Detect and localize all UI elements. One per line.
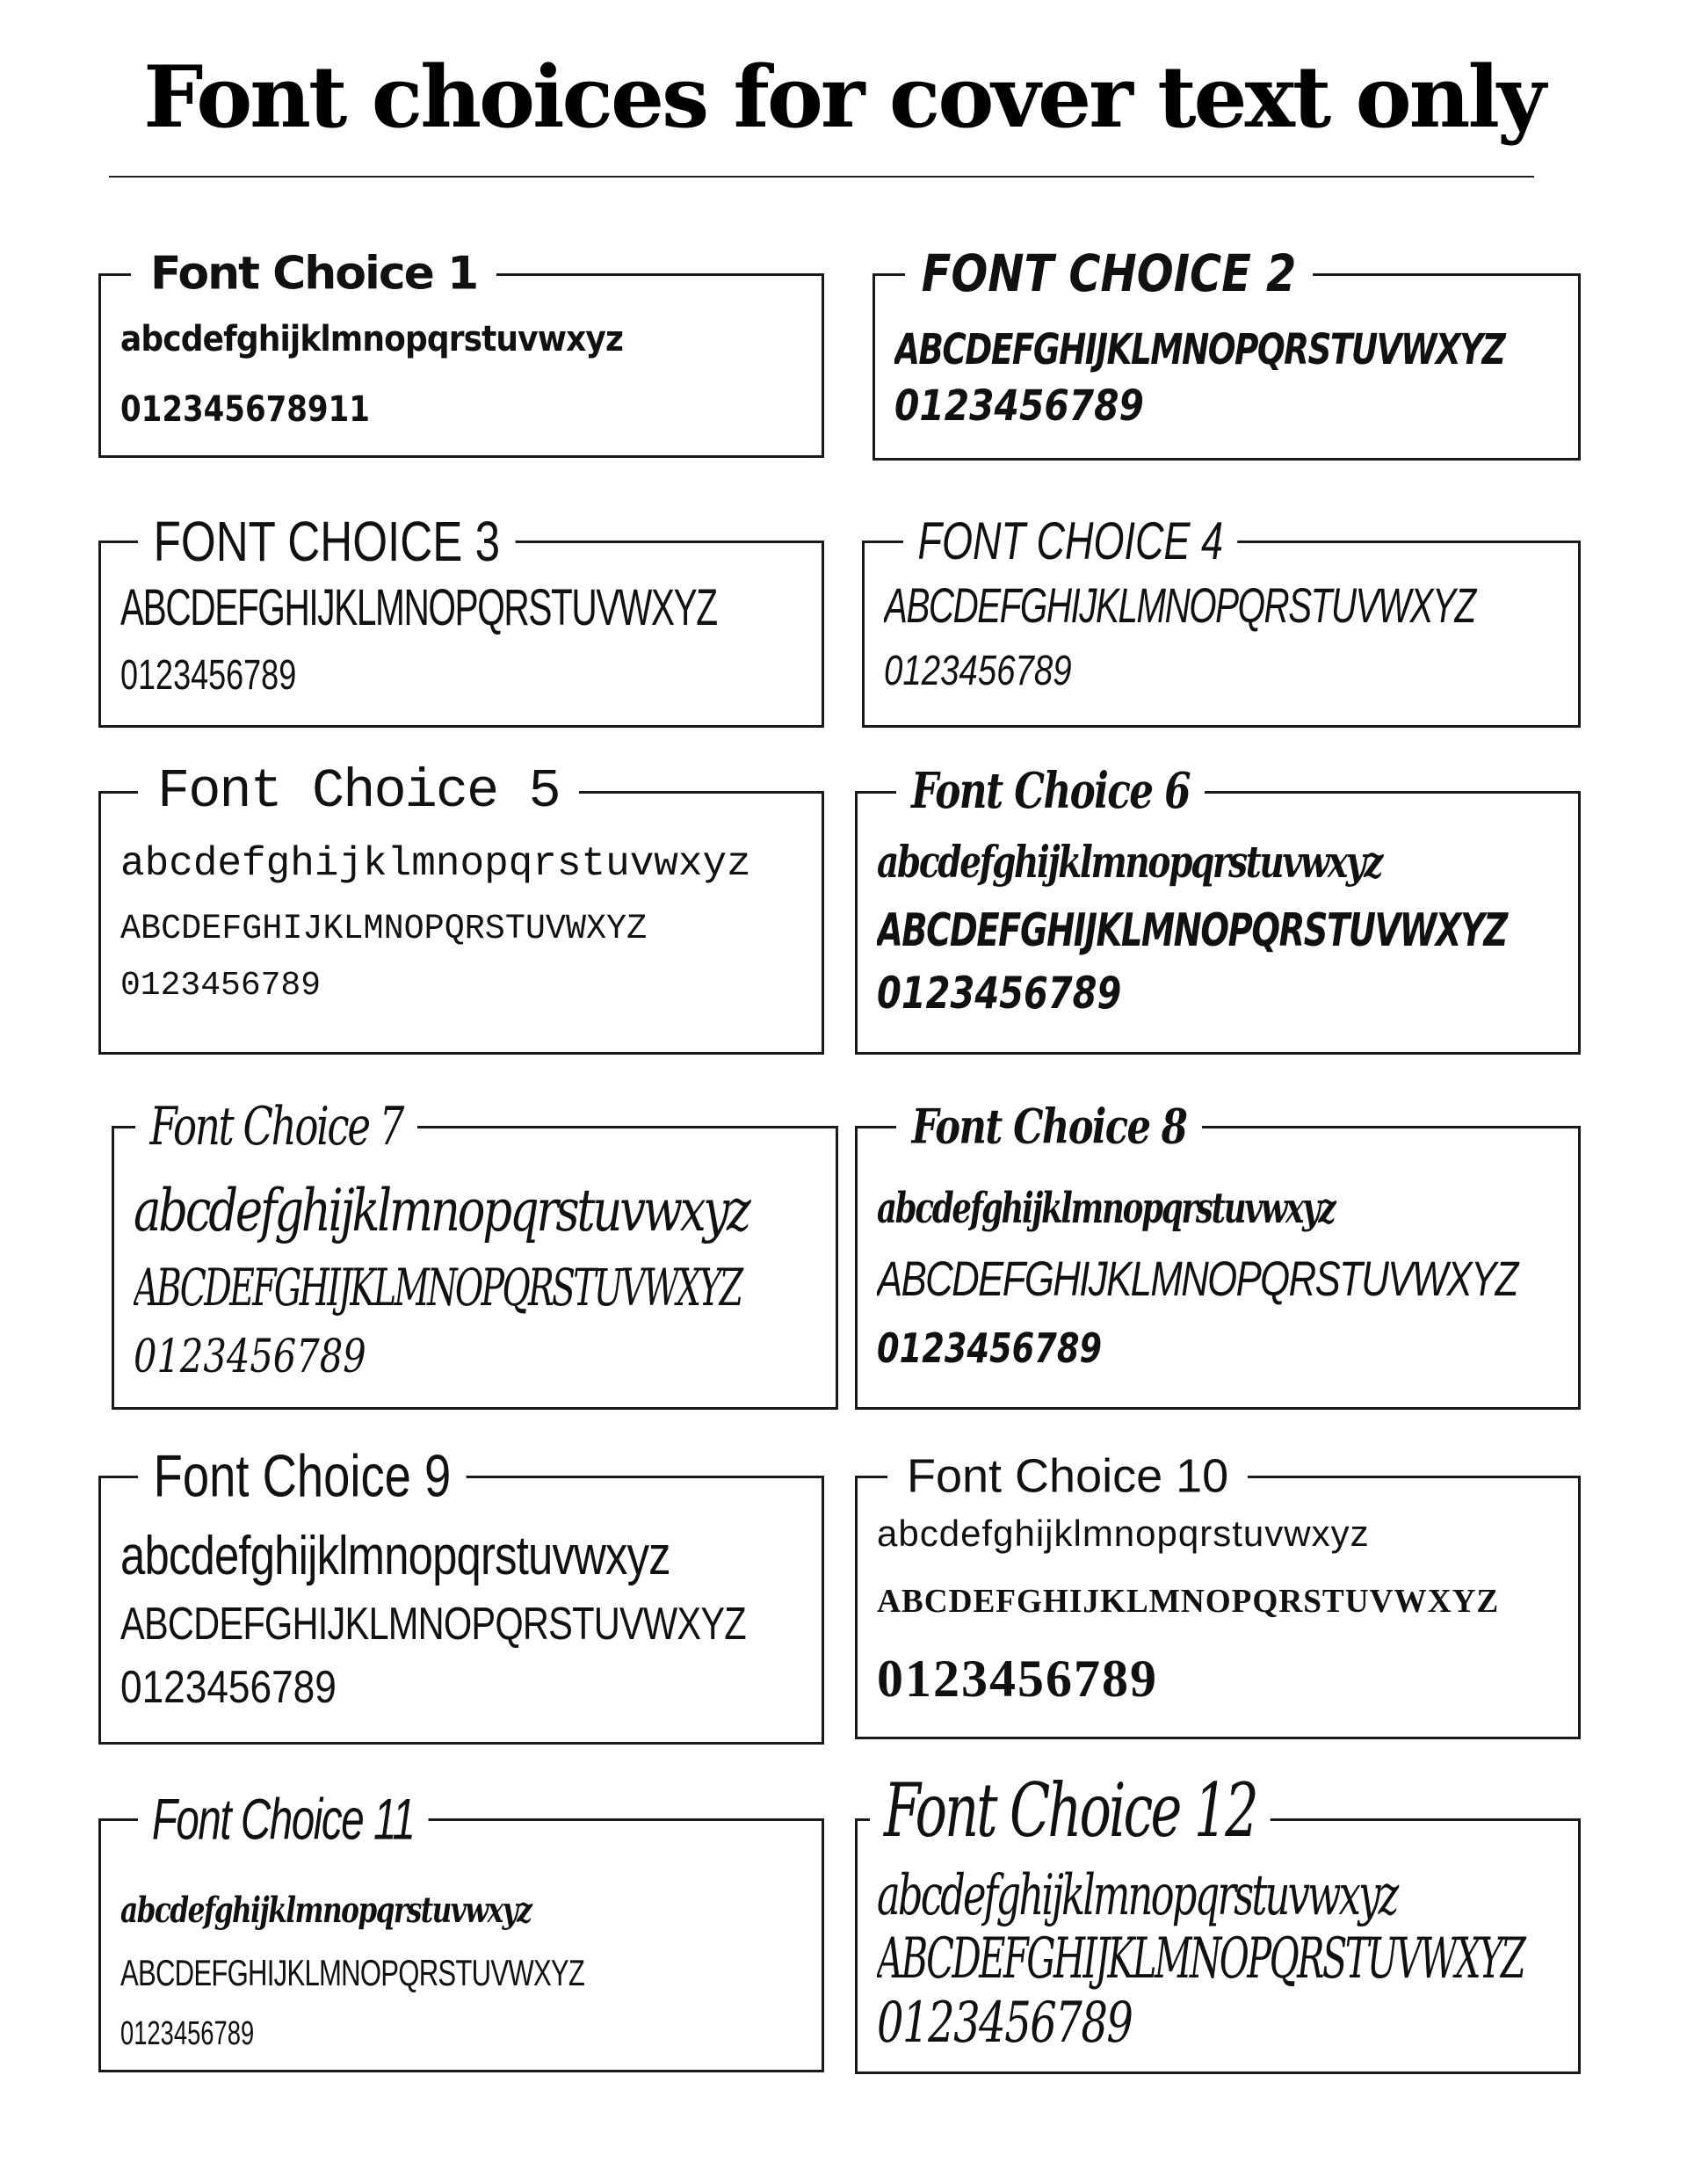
font-choice-4-label: FONT CHOICE 4 — [903, 512, 1238, 570]
font-choice-10-digits: 0123456789 — [877, 1650, 1158, 1708]
font-choice-5-uppercase: ABCDEFGHIJKLMNOPQRSTUVWXYZ — [120, 910, 648, 949]
font-choice-3-digits: 0123456789 — [120, 652, 297, 699]
font-choice-8-uppercase: ABCDEFGHIJKLMNOPQRSTUVWXYZ — [877, 1251, 1517, 1306]
font-choice-3-uppercase: ABCDEFGHIJKLMNOPQRSTUVWXYZ — [120, 579, 717, 636]
font-choice-7-lowercase: abcdefghijklmnopqrstuvwxyz — [134, 1177, 749, 1244]
font-choice-11-lowercase: abcdefghijklmnopqrstuvwxyz — [120, 1890, 532, 1931]
font-choice-8-samples — [877, 1128, 1566, 1407]
font-choice-6-digits: 0123456789 — [877, 968, 1122, 1019]
font-choice-11-card — [98, 1786, 824, 2072]
font-choice-4-uppercase: ABCDEFGHIJKLMNOPQRSTUVWXYZ — [884, 577, 1475, 633]
font-choice-4-samples — [884, 543, 1566, 725]
font-choice-3-samples — [120, 543, 809, 725]
font-choice-2-label: FONT CHOICE 2 — [905, 246, 1313, 302]
font-choice-12-uppercase: ABCDEFGHIJKLMNOPQRSTUVWXYZ — [877, 1926, 1524, 1992]
font-choice-5-digits: 0123456789 — [120, 967, 322, 1005]
font-choice-8-digits: 0123456789 — [877, 1324, 1103, 1372]
font-choice-5-card — [98, 759, 824, 1055]
font-choice-12-card — [855, 1767, 1581, 2074]
font-choice-4-digits: 0123456789 — [884, 648, 1072, 694]
font-choice-11-samples — [120, 1821, 809, 2070]
page-title: Font choices for cover text only — [143, 47, 1544, 147]
font-choice-4-card — [862, 512, 1581, 728]
font-choice-2-uppercase: ABCDEFGHIJKLMNOPQRSTUVWXYZ — [894, 325, 1505, 374]
font-choice-2-samples — [894, 276, 1566, 458]
font-choice-6-samples — [877, 794, 1566, 1052]
font-choice-9-label: Font Choice 9 — [138, 1444, 467, 1510]
font-choice-2-card — [872, 243, 1581, 461]
font-choice-10-samples — [877, 1478, 1566, 1737]
font-choice-8-lowercase: abcdefghijklmnopqrstuvwxyz — [877, 1184, 1335, 1233]
font-choice-5-label: Font Choice 5 — [138, 762, 579, 822]
font-choice-1-samples — [120, 276, 809, 455]
font-choice-6-card — [855, 762, 1581, 1055]
font-choice-7-samples — [134, 1128, 823, 1407]
font-choice-9-uppercase: ABCDEFGHIJKLMNOPQRSTUVWXYZ — [120, 1599, 746, 1650]
font-choice-9-lowercase: abcdefghijklmnopqrstuvwxyz — [120, 1526, 670, 1586]
font-choice-1-lowercase: abcdefghijklmnopqrstuvwxyz — [120, 319, 624, 359]
font-choice-5-lowercase: abcdefghijklmnopqrstuvwxyz — [120, 841, 751, 887]
font-choice-1-label: Font Choice 1 — [131, 249, 496, 299]
font-choice-12-samples — [877, 1821, 1566, 2072]
font-choice-1-card — [98, 247, 824, 458]
font-choice-11-uppercase: ABCDEFGHIJKLMNOPQRSTUVWXYZ — [120, 1952, 585, 1993]
font-choice-11-label: Font Choice 11 — [138, 1788, 428, 1852]
font-choice-12-label: Font Choice 12 — [870, 1770, 1271, 1851]
font-choice-7-digits: 0123456789 — [134, 1331, 366, 1383]
font-choice-3-card — [98, 509, 824, 728]
font-choice-9-card — [98, 1442, 824, 1745]
font-choice-6-lowercase: abcdefghijklmnopqrstuvwxyz — [877, 836, 1382, 888]
font-choice-10-label: Font Choice 10 — [887, 1450, 1248, 1502]
font-choice-9-samples — [120, 1478, 809, 1742]
font-choice-6-label: Font Choice 6 — [896, 765, 1205, 819]
font-choice-7-uppercase: ABCDEFGHIJKLMNOPQRSTUVWXYZ — [134, 1258, 742, 1317]
font-choice-12-digits: 0123456789 — [877, 1991, 1133, 2056]
title-divider — [109, 176, 1534, 178]
font-choice-7-card — [112, 1096, 838, 1410]
font-choice-12-lowercase: abcdefghijklmnopqrstuvwxyz — [877, 1863, 1397, 1928]
font-choice-8-card — [855, 1098, 1581, 1410]
font-choice-9-digits: 0123456789 — [120, 1662, 337, 1713]
font-choice-10-card — [855, 1449, 1581, 1739]
font-choice-5-samples — [120, 794, 809, 1052]
font-choice-10-uppercase: ABCDEFGHIJKLMNOPQRSTUVWXYZ — [877, 1583, 1500, 1620]
font-choice-1-digits: 012345678911 — [120, 389, 370, 430]
font-choice-10-lowercase: abcdefghijklmnopqrstuvwxyz — [877, 1513, 1370, 1554]
font-choice-3-label: FONT CHOICE 3 — [138, 511, 516, 572]
font-choice-8-label: Font Choice 8 — [896, 1100, 1202, 1152]
font-choice-6-uppercase: ABCDEFGHIJKLMNOPQRSTUVWXYZ — [877, 904, 1507, 957]
font-choice-11-digits: 0123456789 — [120, 2015, 255, 2052]
font-choice-7-label: Font Choice 7 — [135, 1098, 417, 1156]
font-choice-2-digits: 0123456789 — [894, 381, 1144, 431]
